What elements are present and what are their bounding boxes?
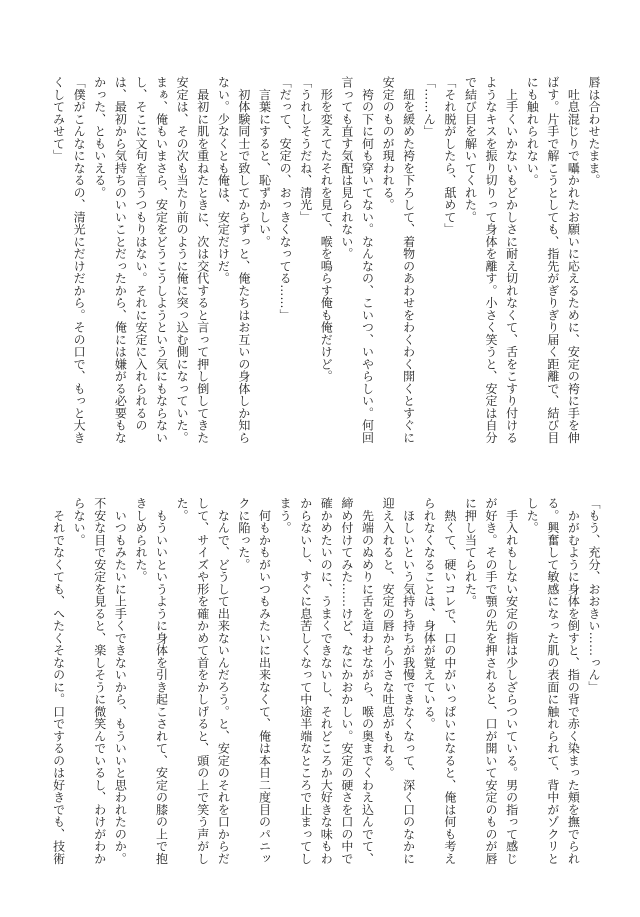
- text-line: クに陥った。: [236, 497, 251, 571]
- text-line: 不安な目で安定を見ると、楽しそうに微笑んでいるし、わけがわか: [92, 497, 107, 865]
- text-line: 唇は合わせたまま。: [587, 76, 601, 187]
- text-line: 「うれしそうだね、清光」: [298, 76, 313, 223]
- text-line: にも触れられない。: [525, 76, 540, 187]
- text-line: 吐息混じりで囁かれたお願いに応えるために、安定の袴に手を伸: [566, 76, 581, 444]
- text-line: は、最初から気持ちのいいことだったから、俺には嫌がる必要もな: [113, 76, 128, 444]
- text-line: 「それ脱がしたら、舐めて」: [442, 76, 457, 236]
- text-line: 「……ん」: [422, 76, 437, 138]
- text-line: 熱くて、硬いコレで、口の中がいっぱいになると、俺は何も考え: [442, 497, 457, 865]
- text-line: 何もかもがいつもみたいに出来なくて、俺は本日二度目のパニッ: [257, 497, 272, 865]
- text-line: 「僕がこんなになるの、清光にだけだから。その口で、もっと大き: [72, 76, 87, 444]
- text-line: 迎え入れると、安定の唇から小さな吐息がもれる。: [381, 497, 396, 779]
- text-line: 紐を緩めた袴を下ろして、着物のあわせをわくわく開くとすぐに: [401, 76, 416, 444]
- text-line: し、そこに文句を言うつもりはない。それに安定に入れられるの: [133, 76, 148, 432]
- text-line: に押し当てられた。: [463, 497, 478, 608]
- text-line: からないし、すぐに息苦しくなって中途半端なところで止まってし: [298, 497, 313, 865]
- text-line: 手入れもしない安定の指は少しざらついている。男の指って感じ: [504, 497, 519, 865]
- text-line: 袴の下に何も穿いてない。なんなの、こいつ、いやらしい。何回: [360, 76, 375, 444]
- text-line: ほしいという気持ち持ちが我慢できなくなって、深く口のなかに: [401, 497, 416, 865]
- text-line: 安定は、その次も当たり前のように俺に突っ込む側になっていた。: [175, 76, 190, 444]
- text-line: られなくなることは、身体が覚えている。: [422, 497, 437, 730]
- text-line: 確かめたいのに、うまくできないし、それどころか大好きな味もわ: [319, 497, 334, 865]
- text-line: きしめられた。: [133, 497, 148, 583]
- text-line: ようなキスを振り切りって身体を離す。小さく笑うと、安定は自分: [484, 76, 499, 444]
- text-line: 言葉にすると、恥ずかしい。: [257, 76, 272, 248]
- text-line: かがむように身体を倒すと、指の背で赤く染まった頬を撫でられ: [566, 497, 581, 865]
- text-line: 先端のぬめりに舌を這わせながら、喉の奥までくわえ込んでて、: [360, 497, 375, 865]
- text-line: ない。少なくとも俺は、安定だけだ。: [216, 76, 231, 285]
- text-line: した。: [525, 497, 540, 534]
- text-line: それでなくても、へたくそなのに。口でするのは好きでも、技術: [51, 497, 66, 865]
- text-line: まう。: [278, 497, 293, 534]
- text-line: で結び目を解いてくれた。: [463, 76, 478, 223]
- text-line: 「もう、充分、おおきい……っん」: [587, 497, 601, 693]
- text-line: 安定のものが現われる。: [381, 76, 396, 211]
- text-line: る。興奮して敏感になった肌の表面に触れられて、背中がゾクリと: [545, 497, 560, 865]
- text-line: くしてみせて」: [51, 76, 66, 162]
- text-line: いつもみたいに上手くできないから、もういいと思われたのか。: [113, 497, 128, 865]
- text-line: 上手くいかないもどかしさに耐え切れなくて、舌をこすり付ける: [504, 76, 519, 444]
- text-line: が好き。その手で顎の先を押されると、口が開いて安定のものが唇: [484, 497, 499, 865]
- text-line: 締め付けてみた……けど、なにかおかしい。安定の硬さを口の中で: [339, 497, 354, 865]
- text-line: らない。: [72, 497, 87, 546]
- text-line: 「だって、安定の、おっきくなってる……」: [278, 76, 293, 321]
- text-line: ばす。片手で解こうとしても、指先がぎりぎり届く距離で、結び目: [545, 76, 560, 444]
- text-line: まぁ、俺もいまさら、安定をどうこうしようという気にもならない: [154, 76, 169, 444]
- text-line: して、サイズや形を確かめて首をかしげると、頭の上で笑う声がし: [195, 497, 210, 865]
- text-line: なんで、どうして出来ないんだろう。と、安定のそれを口からだ: [216, 497, 231, 865]
- text-block-bottom: [52, 497, 604, 889]
- text-line: た。: [175, 497, 190, 522]
- text-line: かった、ともいえる。: [92, 76, 107, 199]
- text-line: 初体験同士で致してからずっと、俺たちはお互いの身体しか知ら: [236, 76, 251, 444]
- text-block-top: [52, 76, 604, 448]
- text-line: 言っても直す気配は見られない。: [339, 76, 354, 260]
- text-line: 形を変えてたそれを見て、喉を鳴らす俺も俺だけど。: [319, 76, 334, 383]
- text-line: もういいというように身体を引き起こされて、安定の膝の上で抱: [154, 497, 169, 865]
- text-line: 最初に肌を重ねたときに、次は交代すると言って押し倒してきた: [195, 76, 210, 444]
